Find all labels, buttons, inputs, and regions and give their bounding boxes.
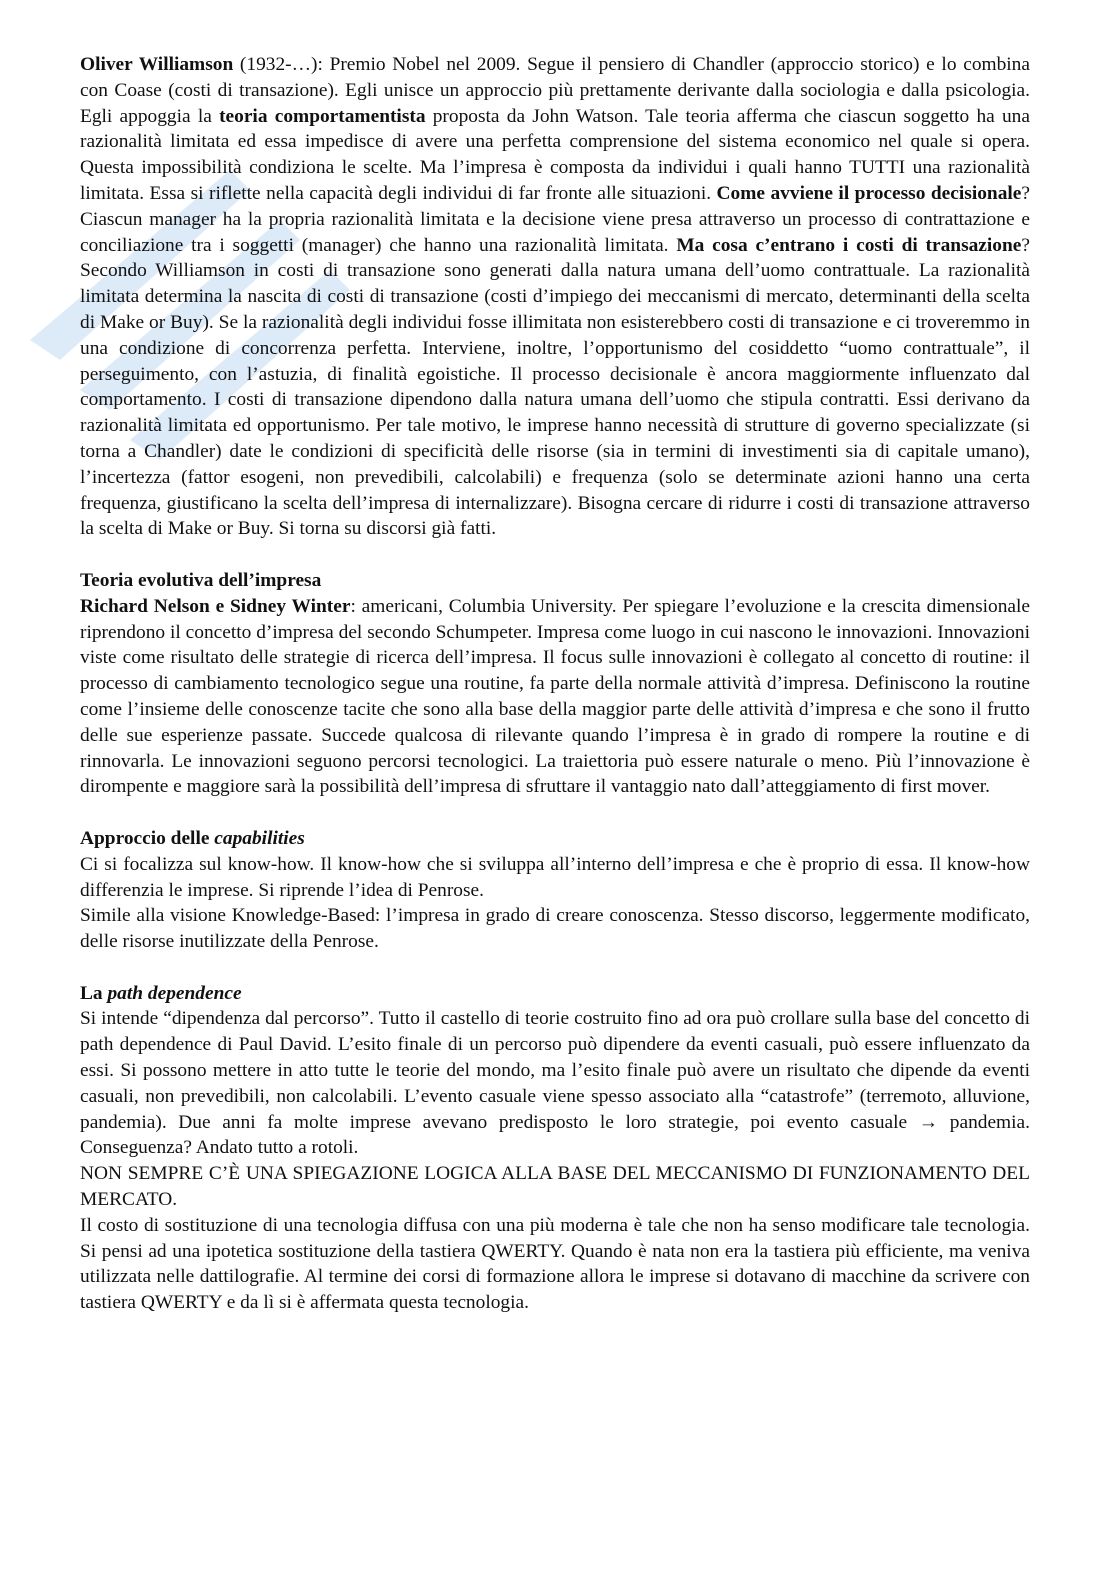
- capabilities-heading-italic: capabilities: [214, 827, 305, 849]
- path-paragraph-3: Il costo di sostituzione di una tecnologia diffusa con una più moderna è tale che non ha senso modificare tale tecnologia. Si pensi ad una ipotetica sostituzione della tastiera QWERTY. Quando è nata non era la tastiera più efficiente, ma veniva utilizzata nelle dattilografie. Al termine dei corsi di formazione allora le imprese si dotavano di macchine da scrivere con tastiera QWERTY e da lì si è affermata questa tecnologia.: [80, 1214, 1030, 1314]
- williamson-text-2: proposta da John Watson. Tale teoria afferma che ciascun soggetto ha una razionalità limitata ed essa impedisce di avere una perfetta comprensione del sistema economico nel quale si opera. Questa impossibilità condiziona le scelte. Ma l’impresa è composta da individui i quali hanno TUTTI una razionalità limitata. Essa si riflette nella capacità degli individui di far fronte alle situazioni.: [80, 105, 1030, 204]
- path-paragraph-2: NON SEMPRE C’È UNA SPIEGAZIONE LOGICA ALLA BASE DEL MECCANISMO DI FUNZIONAMENTO DEL MERCATO.: [80, 1163, 1030, 1211]
- right-arrow-icon: →: [918, 1111, 939, 1133]
- spacer: [80, 542, 1030, 568]
- capabilities-heading: [80, 826, 1030, 852]
- evolutiva-paragraph: [80, 594, 1030, 800]
- document-page: [80, 52, 1030, 1316]
- path-heading-italic: path dependence: [107, 982, 242, 1004]
- path-paragraph-1: [80, 1006, 1030, 1161]
- capabilities-heading-prefix: Approccio delle: [80, 827, 215, 849]
- williamson-name: Oliver Williamson: [80, 54, 234, 75]
- capabilities-paragraph-2: Simile alla visione Knowledge-Based: l’impresa in grado di creare conoscenza. Stesso discorso, leggermente modificato, delle risorse inutilizzate della Penrose.: [80, 905, 1030, 953]
- williamson-bold-3: Ma cosa c’entrano i costi di transazione: [676, 234, 1022, 256]
- williamson-bold-1: teoria comportamentista: [219, 105, 426, 127]
- path-text-1b: pandemia. Conseguenza? Andato tutto a rotoli.: [80, 1111, 1030, 1159]
- evolutiva-text: : americani, Columbia University. Per spiegare l’evoluzione e la crescita dimensionale riprendono il concetto d’impresa del secondo Schumpeter. Impresa come luogo in cui nascono le innovazioni. Innovazioni viste come risultato delle strategie di ricerca dell’impresa. Il focus sulle innovazioni è collegato al concetto di routine: il processo di cambiamento tecnologico segue una routine, fa parte della normale attività d’impresa. Definiscono la routine come l’insieme delle conoscenze tacite che sono alla base della maggior parte delle attività d’impresa e che sono il frutto delle sue esperienze passate. Succede qualcosa di rilevante quando l’impresa è in grado di rompere la routine e di rinnovarla. Le innovazioni seguono percorsi tecnologici. La traiettoria può essere naturale o meno. Più l’innovazione è dirompente e maggiore sarà la possibilità dell’impresa di sfruttare il vantaggio nato dall’atteggiamento di first mover.: [80, 595, 1030, 798]
- capabilities-paragraph-1: Ci si focalizza sul know-how. Il know-how che si sviluppa all’interno dell’impresa e che è proprio di essa. Il know-how differenzia le imprese. Si riprende l’idea di Penrose.: [80, 853, 1030, 901]
- spacer: [80, 955, 1030, 981]
- williamson-text-4: ? Secondo Williamson in costi di transazione sono generati dalla natura umana dell’uomo contrattuale. La razionalità limitata determina la nascita di costi di transazione (costi d’impiego dei meccanismi di mercato, determinanti della scelta di Make or Buy). Se la razionalità degli individui fosse illimitata non esisterebbero costi di transazione e ci troveremmo in una condizione di concorrenza perfetta. Interviene, inoltre, l’opportunismo del cosiddetto “uomo contrattuale”, il perseguimento, con l’astuzia, di finalità egoistiche. Il processo decisionale è ancora maggiormente influenzato dal comportamento. I costi di transazione dipendono dalla natura umana dell’uomo che stipula contratti. Essi derivano da razionalità limitata ed opportunismo. Per tale motivo, le imprese hanno necessità di strutture di governo specializzate (si torna a Chandler) date le condizioni di specificità delle risorse (sia in termini di investimenti sia di capitale umano), l’incertezza (fattor esogeni, non prevedibili, calcolabili) e frequenza (solo se determinate azioni hanno una certa frequenza, giustificano la scelta dell’impresa di internalizzare). Bisogna cercare di ridurre i costi di transazione attraverso la scelta di Make or Buy. Si torna su discorsi già fatti.: [80, 234, 1030, 540]
- williamson-text-1: (1932-…): Premio Nobel nel 2009. Segue il pensiero di Chandler (approccio storico) e lo combina con Coase (costi di transazione). Egli unisce un approccio più prettamente derivante dalla sociologia e dalla psicologia. Egli appoggia la: [80, 54, 1030, 127]
- spacer: [80, 800, 1030, 826]
- williamson-paragraph: [80, 52, 1030, 542]
- path-heading: [80, 981, 1030, 1007]
- williamson-bold-2: Come avviene il processo decisionale: [716, 182, 1022, 204]
- path-text-1a: Si intende “dipendenza dal percorso”. Tutto il castello di teorie costruito fino ad ora può crollare sulla base del concetto di path dependence di Paul David. L’esito finale di un percorso può dipendere da eventi casuali, può essere influenzato da essi. Si possono mettere in atto tutte le teorie del mondo, ma l’esito finale può avere un risultato che dipende da eventi casuali, non prevedibili, non calcolabili. L’evento casuale viene spesso associato alla “catastrofe” (terremoto, alluvione, pandemia). Due anni fa molte imprese avevano predisposto le loro strategie, poi evento casuale: [80, 1008, 1030, 1133]
- williamson-text-3: ? Ciascun manager ha la propria razionalità limitata e la decisione viene presa attraverso un processo di contrattazione e conciliazione tra i soggetti (manager) che hanno una razionalità limitata.: [80, 182, 1030, 256]
- evolutiva-heading: Teoria evolutiva dell’impresa: [80, 569, 322, 591]
- evolutiva-names: Richard Nelson e Sidney Winter: [80, 595, 351, 617]
- path-heading-prefix: La: [80, 982, 108, 1004]
